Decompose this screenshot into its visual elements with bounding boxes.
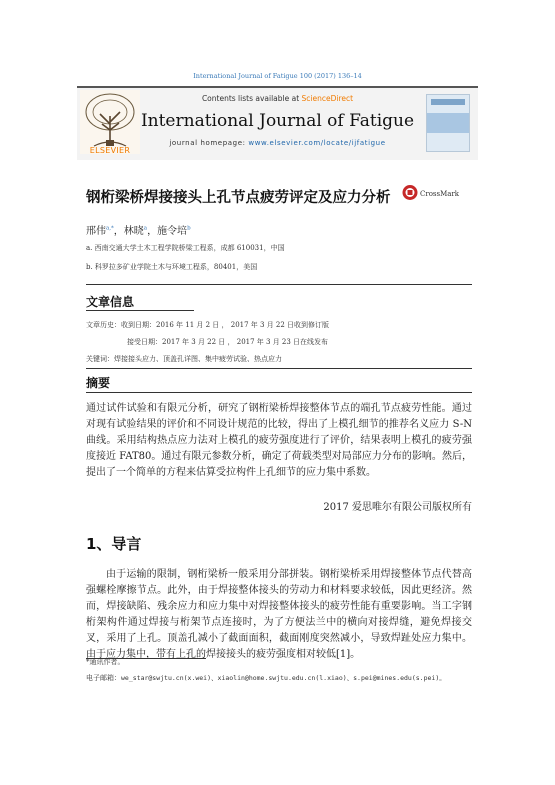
author-affiliation-marker[interactable]: a,* (106, 225, 114, 232)
author-separator: ， (147, 226, 158, 237)
abstract-divider (86, 392, 472, 393)
author-name[interactable]: 邢伟 (86, 226, 106, 237)
affiliation-b: b. 科罗拉多矿业学院土木与环境工程系，80401，美国 (86, 263, 258, 271)
homepage-prefix: journal homepage: (169, 139, 249, 147)
article-info-heading: 文章信息 (86, 295, 135, 309)
header-divider (86, 284, 472, 285)
cover-title-band (431, 99, 465, 105)
email-footnote (86, 673, 446, 683)
author-list (86, 222, 191, 237)
email-label: 电子邮箱： (86, 674, 121, 682)
author-affiliation-marker[interactable]: a (143, 225, 148, 232)
affiliation-a: a. 西南交通大学土木工程学院桥梁工程系，成都 610031，中国 (86, 244, 285, 252)
sciencedirect-link[interactable]: ScienceDirect (301, 94, 354, 103)
article-history-line: 文章历史：收到日期：2016 年 11 月 2 日 ， 2017 年 3 月 22 日收到修订版 (86, 321, 330, 329)
article-accepted-line: 接受日期：2017 年 3 月 22 日 ， 2017 年 3 月 23 日在线发布 (127, 338, 329, 346)
copyright-notice: 2017 爱思唯尔有限公司版权所有 (323, 502, 472, 513)
corresponding-author-note: *通讯作者。 (86, 658, 125, 666)
elsevier-wordmark: ELSEVIER (89, 146, 131, 155)
journal-cover-thumbnail (426, 94, 470, 152)
keywords-line: 关键词：焊接接头应力、顶盖孔详图、集中疲劳试验、热点应力 (86, 355, 282, 363)
abstract-heading: 摘要 (86, 376, 111, 390)
author-affiliation-marker[interactable]: b (187, 225, 191, 232)
abstract-text: 通过试件试验和有限元分析，研究了钢桁梁桥焊接整体节点的端孔节点疲劳性能。通过对现有试验结果的评价和不同设计规范的比较，得出了上模孔细节的推荐名义应力 S-N 曲线。采用结构热点应力法对上模孔的疲劳强度进行了评价，结果表明上模孔的疲劳强度接近 FAT80。通过有限元参数分析，确定了荷载类型对局部应力分布的影响。然后，提出了一个简单的方程来估算受拉构件上孔细节的应力集中系数。 (86, 403, 472, 478)
homepage-link[interactable]: www.elsevier.com/locate/ijfatigue (248, 139, 386, 147)
author-name[interactable]: 施令培 (157, 226, 188, 237)
crossmark-badge[interactable] (402, 184, 477, 201)
journal-name: International Journal of Fatigue (140, 111, 415, 131)
elsevier-tree-logo (80, 90, 140, 154)
journal-citation[interactable]: International Journal of Fatigue 100 (2017) 136–14 (193, 72, 362, 80)
contents-prefix: Contents lists available at (201, 94, 302, 103)
introduction-paragraph: 由于运输的限制，钢桁梁桥一般采用分部拼装。钢桁梁桥采用焊接整体节点代替高强螺栓摩擦节点。此外，由于焊接整体接头的劳动力和材料要求较低，因此更经济。然而，焊接缺陷、残余应力和应力集中对焊接整体接头的疲劳性能有重要影响。当工字钢桁架构件通过焊接与桁架节点连接时，为了方便法兰中的横向对接焊缝，避免焊接交叉，采用了上孔。顶盖孔减小了截面面积，截面刚度突然减小，导致焊趾处应力集中。由于应力集中，带有上孔的焊接接头的疲劳强度相对较低[1]。 (86, 569, 472, 660)
crossmark-label: CrossMark (420, 190, 460, 198)
article-info-divider (86, 368, 472, 369)
article-title: 钢桁梁桥焊接接头上孔节点疲劳评定及应力分析 (86, 190, 391, 206)
article-info-underline (86, 310, 194, 311)
cover-image-band (427, 113, 469, 133)
author-name[interactable]: 林晓 (123, 226, 144, 237)
section-heading-introduction: 1、导言 (86, 535, 142, 553)
author-separator: ， (113, 226, 124, 237)
email-addresses[interactable]: we_star@swjtu.cn(x.wei)、xiaolin@home.swjtu.edu.cn(l.xiao)、s.pei@mines.edu(s.pei)。 (121, 674, 446, 682)
